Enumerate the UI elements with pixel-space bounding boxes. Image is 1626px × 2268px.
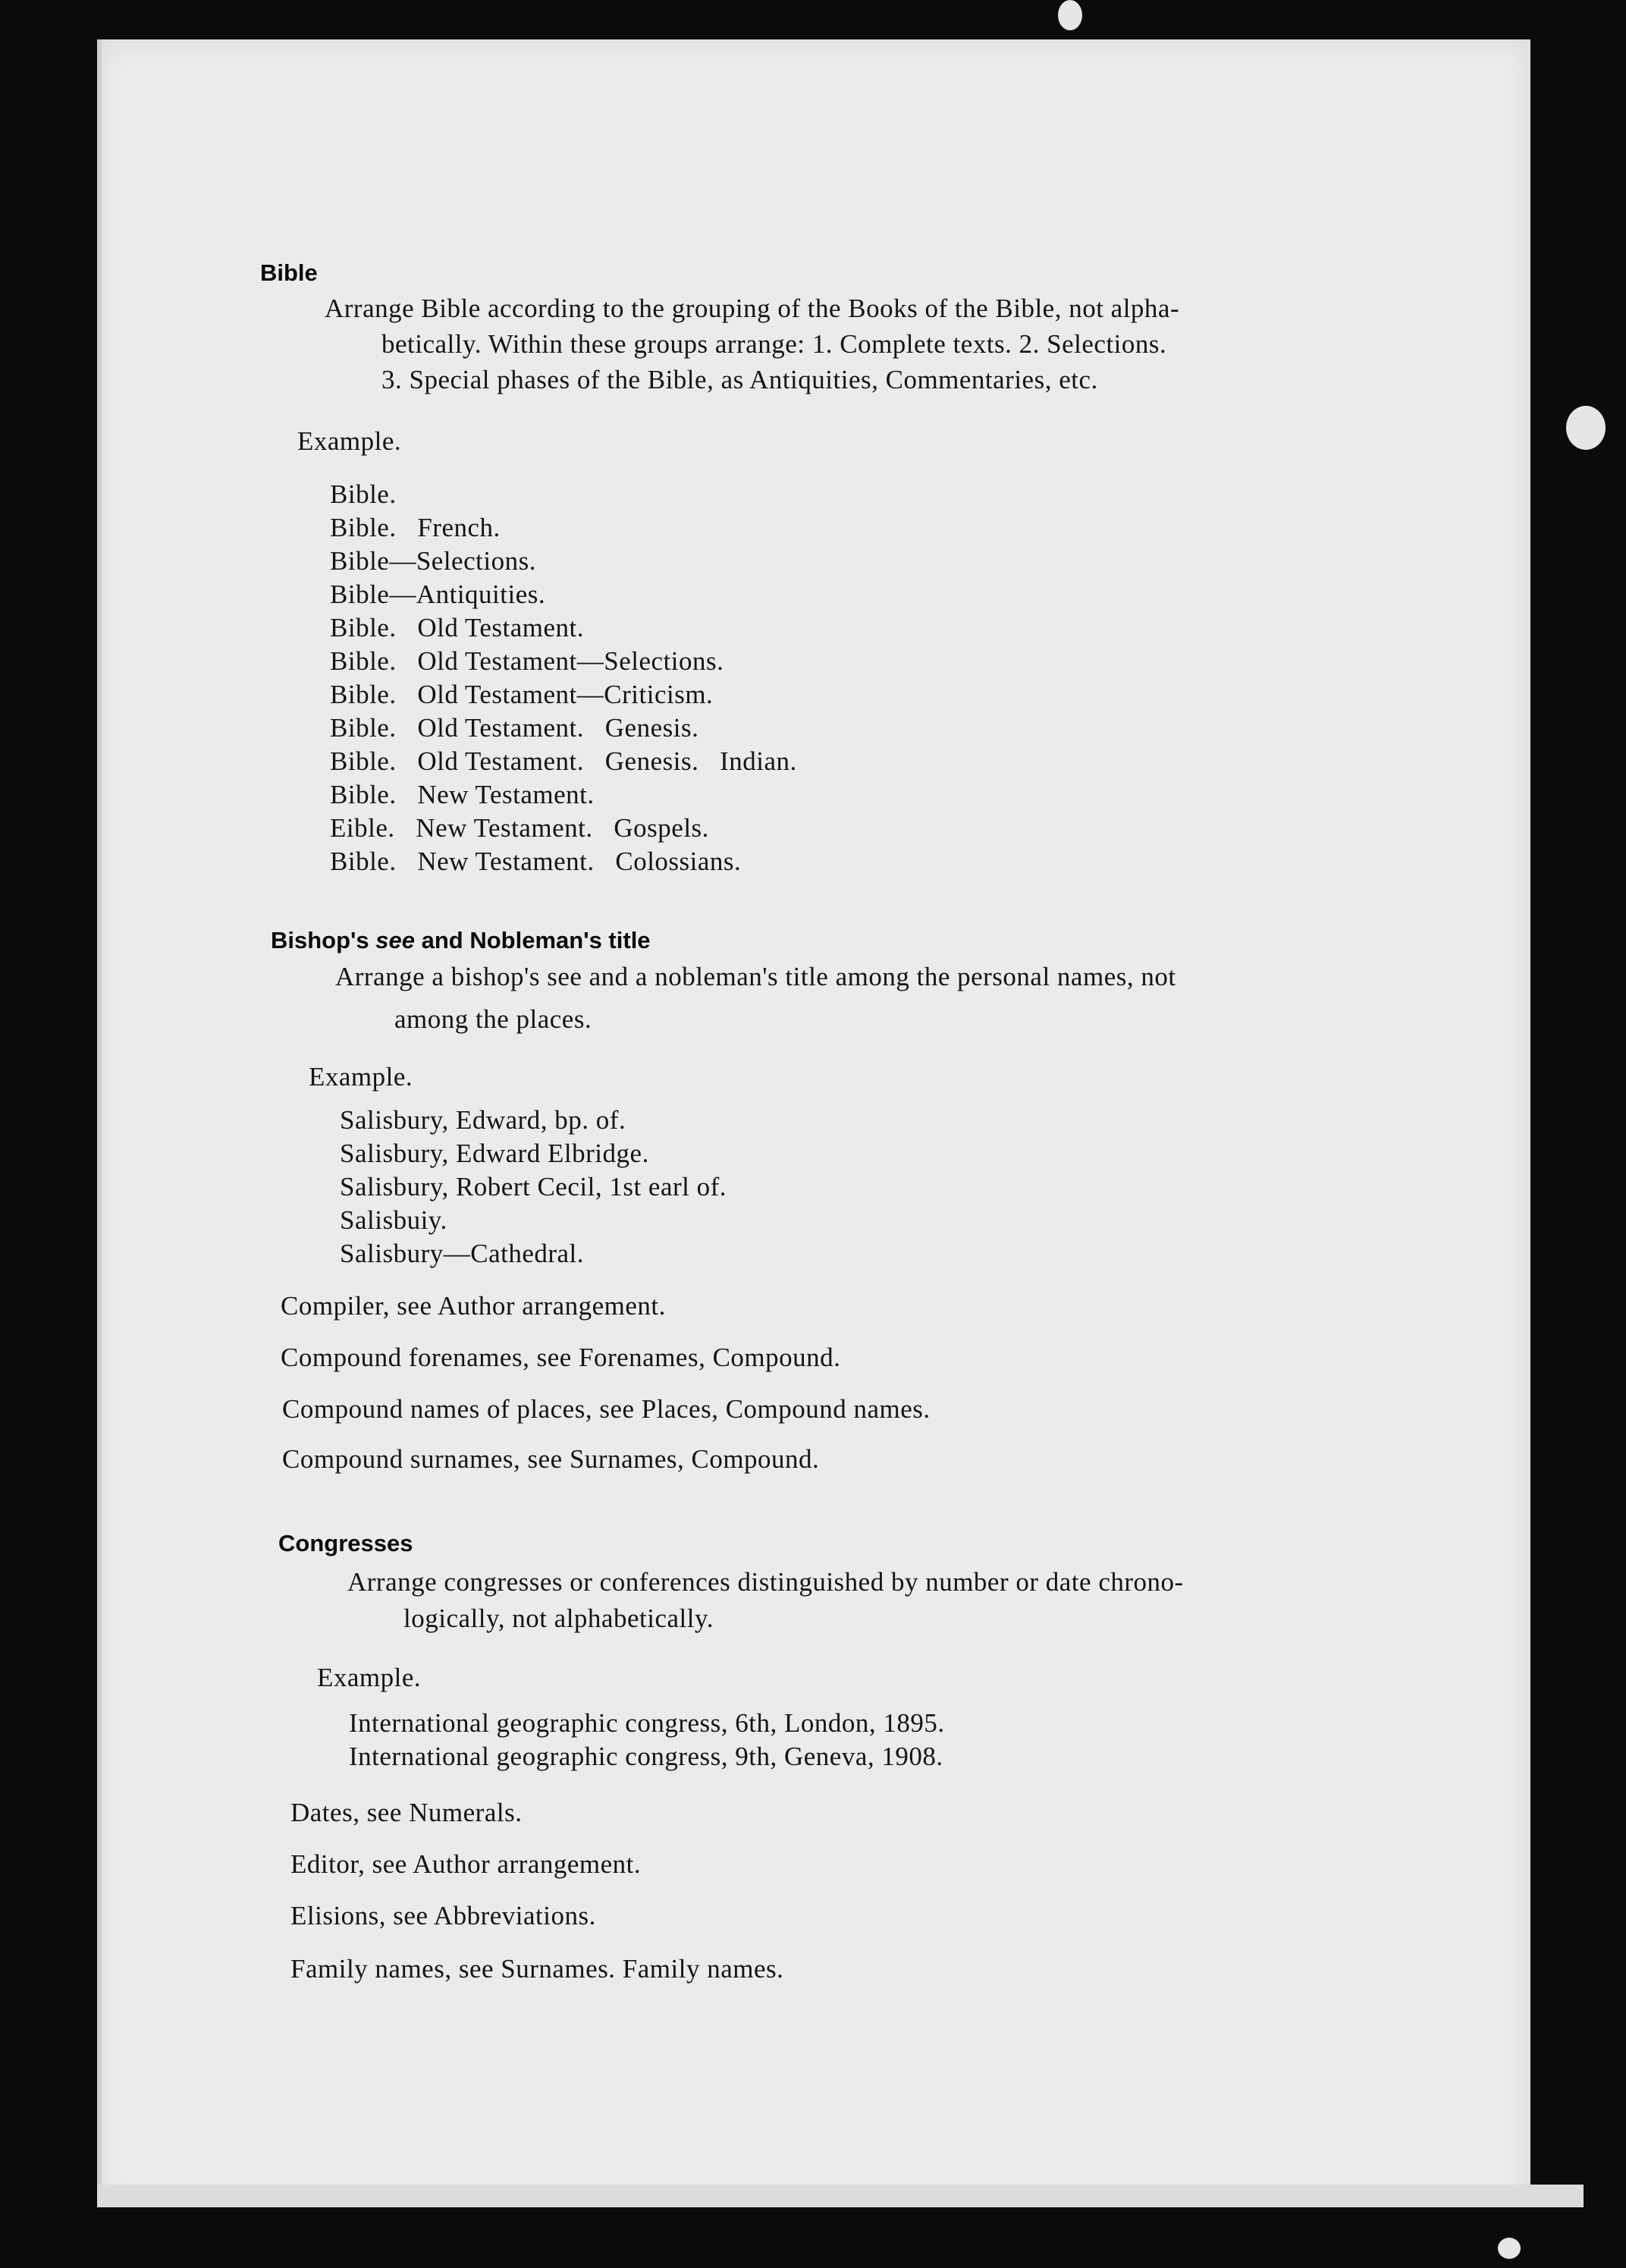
crossref-compound-surnames: Compound surnames, see Surnames, Compound. bbox=[282, 1444, 820, 1474]
crossref-family-names: Family names, see Surnames. Family names. bbox=[290, 1954, 784, 1984]
list-item: Bible. bbox=[330, 479, 397, 509]
crossref-dates: Dates, see Numerals. bbox=[290, 1798, 523, 1827]
crossref-compound-forenames: Compound forenames, see Forenames, Compound. bbox=[281, 1343, 841, 1372]
crossref-compound-places: Compound names of places, see Places, Compound names. bbox=[282, 1394, 931, 1424]
heading-text-italic: see bbox=[375, 927, 416, 953]
section-heading-bishops-see bbox=[271, 925, 651, 956]
bishop-rule-line-1: Arrange a bishop's see and a nobleman's title among the personal names, not bbox=[335, 962, 1176, 991]
list-item: Bible. Old Testament. Genesis. Indian. bbox=[330, 746, 797, 776]
list-item: Bible. New Testament. bbox=[330, 780, 595, 809]
congresses-example-list bbox=[349, 1707, 945, 1773]
heading-text: Bishop's bbox=[271, 927, 376, 953]
congresses-example-label: Example. bbox=[317, 1663, 422, 1692]
list-item: Bible. French. bbox=[330, 513, 501, 542]
list-item: Eible. New Testament. Gospels. bbox=[330, 813, 709, 843]
bishop-example-label: Example. bbox=[309, 1062, 413, 1092]
list-item: Salisbury, Edward, bp. of. bbox=[340, 1105, 626, 1135]
list-item: Salisbuiy. bbox=[340, 1205, 447, 1235]
list-item: Bible. Old Testament—Criticism. bbox=[330, 680, 714, 709]
congresses-rule-line-2: logically, not alphabetically. bbox=[403, 1604, 714, 1633]
bible-example-label: Example. bbox=[297, 426, 402, 456]
bible-example-list bbox=[330, 478, 797, 878]
list-item: Salisbury, Robert Cecil, 1st earl of. bbox=[340, 1172, 727, 1202]
page-blemish-bottom bbox=[1498, 2238, 1521, 2259]
list-item: Bible. Old Testament. Genesis. bbox=[330, 713, 699, 743]
page-bottom-edge bbox=[97, 2185, 1584, 2207]
list-item: Bible—Selections. bbox=[330, 546, 536, 576]
bible-rule-line-3: 3. Special phases of the Bible, as Antiquities, Commentaries, etc. bbox=[381, 365, 1098, 394]
list-item: Bible. Old Testament. bbox=[330, 613, 585, 642]
page-blemish-right bbox=[1566, 406, 1606, 450]
crossref-compiler: Compiler, see Author arrangement. bbox=[281, 1291, 666, 1321]
list-item: Salisbury—Cathedral. bbox=[340, 1239, 585, 1268]
list-item: International geographic congress, 6th, London, 1895. bbox=[349, 1708, 945, 1738]
list-item: Bible. Old Testament—Selections. bbox=[330, 646, 724, 676]
heading-text: and Nobleman's title bbox=[415, 927, 651, 953]
section-heading-bible: Bible bbox=[260, 259, 318, 286]
crossref-elisions: Elisions, see Abbreviations. bbox=[290, 1901, 596, 1930]
bishop-rule-line-2: among the places. bbox=[394, 1004, 592, 1034]
crossref-editor: Editor, see Author arrangement. bbox=[290, 1849, 642, 1879]
bible-rule-line-1: Arrange Bible according to the grouping of the Books of the Bible, not alpha- bbox=[325, 294, 1180, 323]
list-item: Bible—Antiquities. bbox=[330, 580, 546, 609]
list-item: Salisbury, Edward Elbridge. bbox=[340, 1139, 649, 1168]
section-heading-congresses: Congresses bbox=[278, 1530, 413, 1557]
page-blemish-top bbox=[1058, 0, 1082, 30]
congresses-rule-line-1: Arrange congresses or conferences distinguished by number or date chrono- bbox=[347, 1567, 1184, 1597]
bishop-example-list bbox=[340, 1104, 727, 1271]
page-left-edge bbox=[97, 39, 102, 2207]
list-item: Bible. New Testament. Colossians. bbox=[330, 847, 742, 876]
list-item: International geographic congress, 9th, Geneva, 1908. bbox=[349, 1742, 943, 1771]
bible-rule-line-2: betically. Within these groups arrange: 1. Complete texts. 2. Selections. bbox=[381, 329, 1167, 359]
